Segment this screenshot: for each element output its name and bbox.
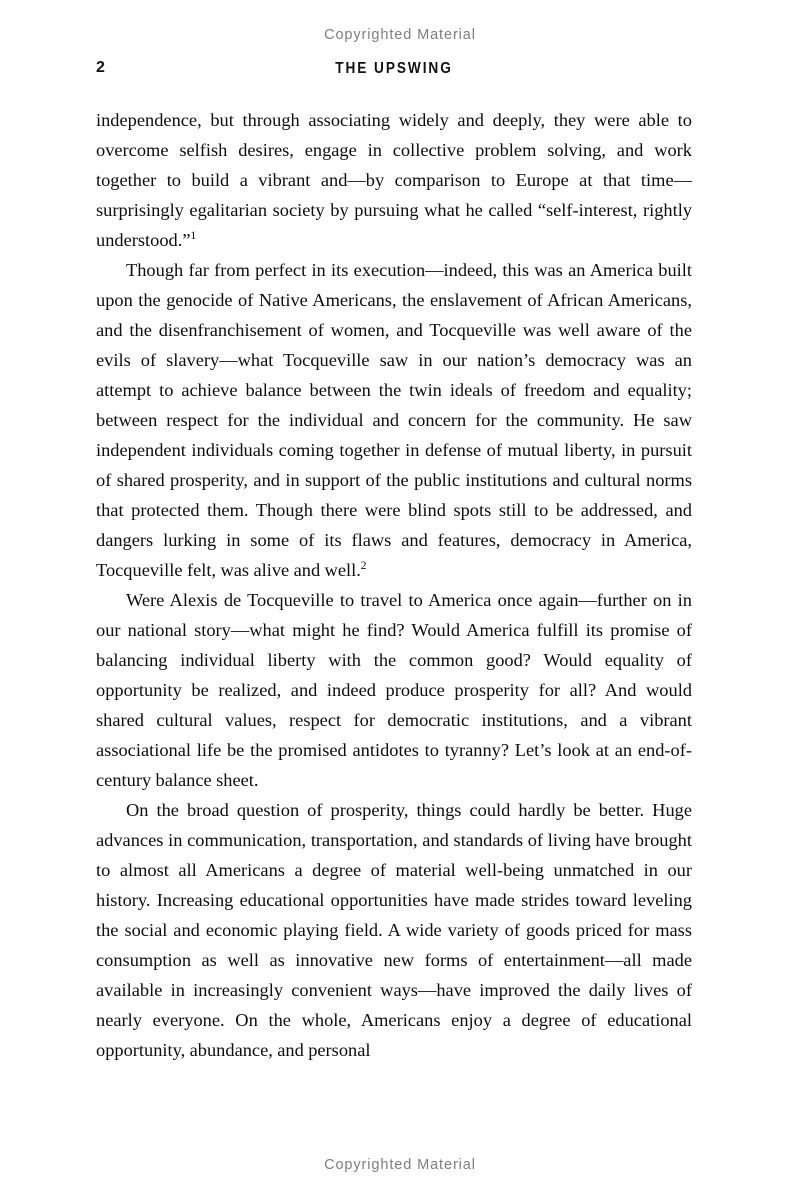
footnote-marker: 2: [360, 559, 367, 572]
paragraph: Though far from perfect in its execution—indeed, this was an America built upon the genocide of Native Americans, the enslavement of African Americans, and the disenfranchisement of women, and Tocqueville was well aware of the evils of slavery—what Tocqueville saw in our nation’s democracy was an attempt to achieve balance between the twin ideals of freedom and equality; between respect for the individual and concern for the community. He saw independent individuals coming together in defense of mutual liberty, in pursuit of shared prosperity, and in support of the public institutions and cultural norms that protected them. Though there were blind spots still to be addressed, and dangers lurking in some of its flaws and features, democracy in America, Tocqueville felt, was alive and well.$^2$: [96, 260, 692, 580]
book-title-running-head: THE UPSWING: [335, 60, 453, 77]
copyright-watermark-top: Copyrighted Material: [324, 27, 476, 43]
body-text-block: [96, 105, 692, 1065]
paragraph: Were Alexis de Tocqueville to travel to America once again—further on in our national story—what might he find? Would America fulfill its promise of balancing individual liberty with the common good? Would equality of opportunity be realized, and indeed produce prosperity for all? And would shared cultural values, respect for democratic institutions, and a vibrant associational life be the promised antidotes to tyranny? Let’s look at an end-of-century balance sheet.: [96, 590, 692, 790]
page-number: 2: [96, 59, 105, 76]
copyright-watermark-bottom: Copyrighted Material: [324, 1157, 476, 1173]
paragraph: independence, but through associating widely and deeply, they were able to overcome selfish desires, engage in collective problem solving, and work together to build a vibrant and—by comparison to Europe at that time—surprisingly egalitarian society by pursuing what he called “self-interest, rightly understood.”$^1$: [96, 110, 692, 250]
footnote-marker: 1: [190, 229, 197, 242]
paragraph: On the broad question of prosperity, things could hardly be better. Huge advances in communication, transportation, and standards of living have brought to almost all Americans a degree of material well-being unmatched in our history. Increasing educational opportunities have made strides toward leveling the social and economic playing field. A wide variety of goods priced for mass consumption as well as innovative new forms of entertainment—all made available in increasingly convenient ways—have improved the daily lives of nearly everyone. On the whole, Americans enjoy a degree of educational opportunity, abundance, and personal: [96, 800, 692, 1060]
running-head: [96, 58, 692, 82]
